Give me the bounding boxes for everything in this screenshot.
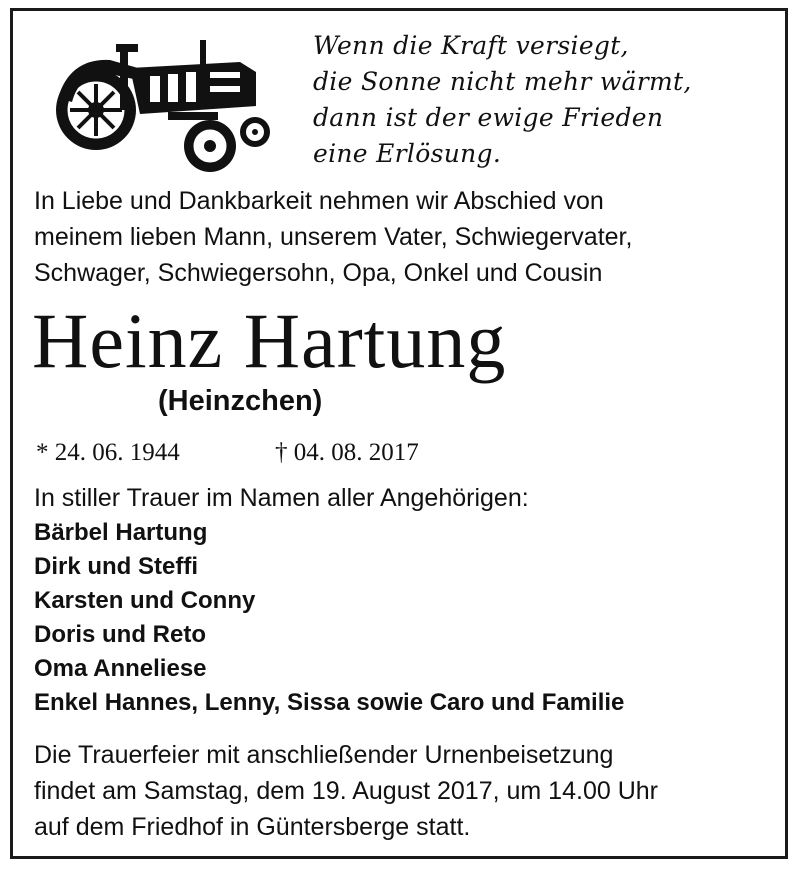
- intro-line: Schwager, Schwiegersohn, Opa, Onkel und Cousin: [34, 259, 603, 287]
- funeral-line: findet am Samstag, dem 19. August 2017, um 14.00 Uhr: [34, 777, 658, 805]
- funeral-line: auf dem Friedhof in Güntersberge statt.: [34, 813, 471, 841]
- intro-text: [34, 183, 632, 291]
- intro-line: In Liebe und Dankbarkeit nehmen wir Abschied von: [34, 187, 604, 215]
- funeral-line: Die Trauerfeier mit anschließender Urnenbeisetzung: [34, 741, 614, 769]
- death-date: † 04. 08. 2017: [275, 439, 419, 466]
- life-dates: [36, 435, 419, 471]
- mourning-intro: In stiller Trauer im Namen aller Angehörigen:: [34, 484, 529, 512]
- poem: [313, 28, 692, 172]
- tractor-icon: [50, 28, 272, 178]
- birth-date: * 24. 06. 1944: [36, 439, 180, 466]
- intro-line: meinem lieben Mann, unserem Vater, Schwiegervater,: [34, 223, 633, 251]
- mourner-item: Doris und Reto: [34, 621, 206, 648]
- mourner-item: Karsten und Conny: [34, 587, 256, 614]
- poem-line: eine Erlösung.: [313, 139, 502, 168]
- poem-line: dann ist der ewige Frieden: [313, 103, 664, 132]
- deceased-nickname: (Heinzchen): [158, 385, 323, 417]
- poem-line: Wenn die Kraft versiegt,: [313, 31, 629, 60]
- poem-line: die Sonne nicht mehr wärmt,: [313, 67, 692, 96]
- mourner-item: Oma Anneliese: [34, 655, 207, 682]
- deceased-name: Heinz Hartung: [32, 297, 507, 384]
- mourner-item: Enkel Hannes, Lenny, Sissa sowie Caro und Familie: [34, 689, 625, 716]
- mourners-list: [34, 516, 624, 720]
- mourner-item: Dirk und Steffi: [34, 553, 199, 580]
- mourner-item: Bärbel Hartung: [34, 519, 208, 546]
- funeral-info: [34, 737, 658, 845]
